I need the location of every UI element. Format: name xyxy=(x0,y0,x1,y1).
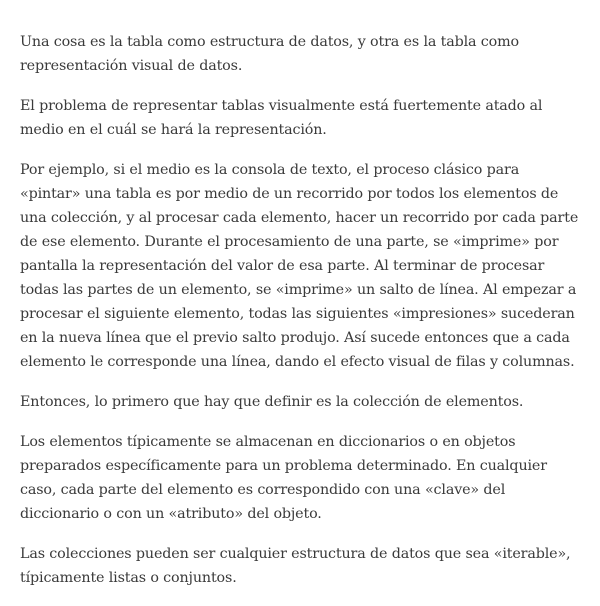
paragraph-collections: Las colecciones pueden ser cualquier estructura de datos que sea «iterable», típicamente listas o conjuntos. xyxy=(20,546,571,586)
paragraph-example: Por ejemplo, si el medio es la consola de texto, el proceso clásico para «pintar» una tabla es por medio de un recorrido por todos los elementos de una colección, y al procesar cada elemento, hacer un recorrido por cada parte de ese elemento. Durante el procesamiento de una parte, se «imprime» por pantalla la representación del valor de esa parte. Al terminar de procesar todas las partes de un elemento, se «imprime» un salto de línea. Al empezar a procesar el siguiente elemento, todas las siguientes «impresiones» sucederan en la nueva línea que el previo salto produjo. Así sucede entonces que a cada elemento le corresponde una línea, dando el efecto visual de filas y columnas. xyxy=(20,162,579,370)
paragraph-problem: El problema de representar tablas visualmente está fuertemente atado al medio en el cuál se hará la representación. xyxy=(20,98,543,138)
paragraph-collection: Entonces, lo primero que hay que definir es la colección de elementos. xyxy=(20,394,524,410)
paragraph-intro: Una cosa es la tabla como estructura de datos, y otra es la tabla como representación visual de datos. xyxy=(20,34,519,74)
article-body xyxy=(20,30,582,606)
paragraph-elements: Los elementos típicamente se almacenan en diccionarios o en objetos preparados específicamente para un problema determinado. En cualquier caso, cada parte del elemento es correspondido con una «clave» del diccionario o con un «atributo» del objeto. xyxy=(20,434,547,522)
